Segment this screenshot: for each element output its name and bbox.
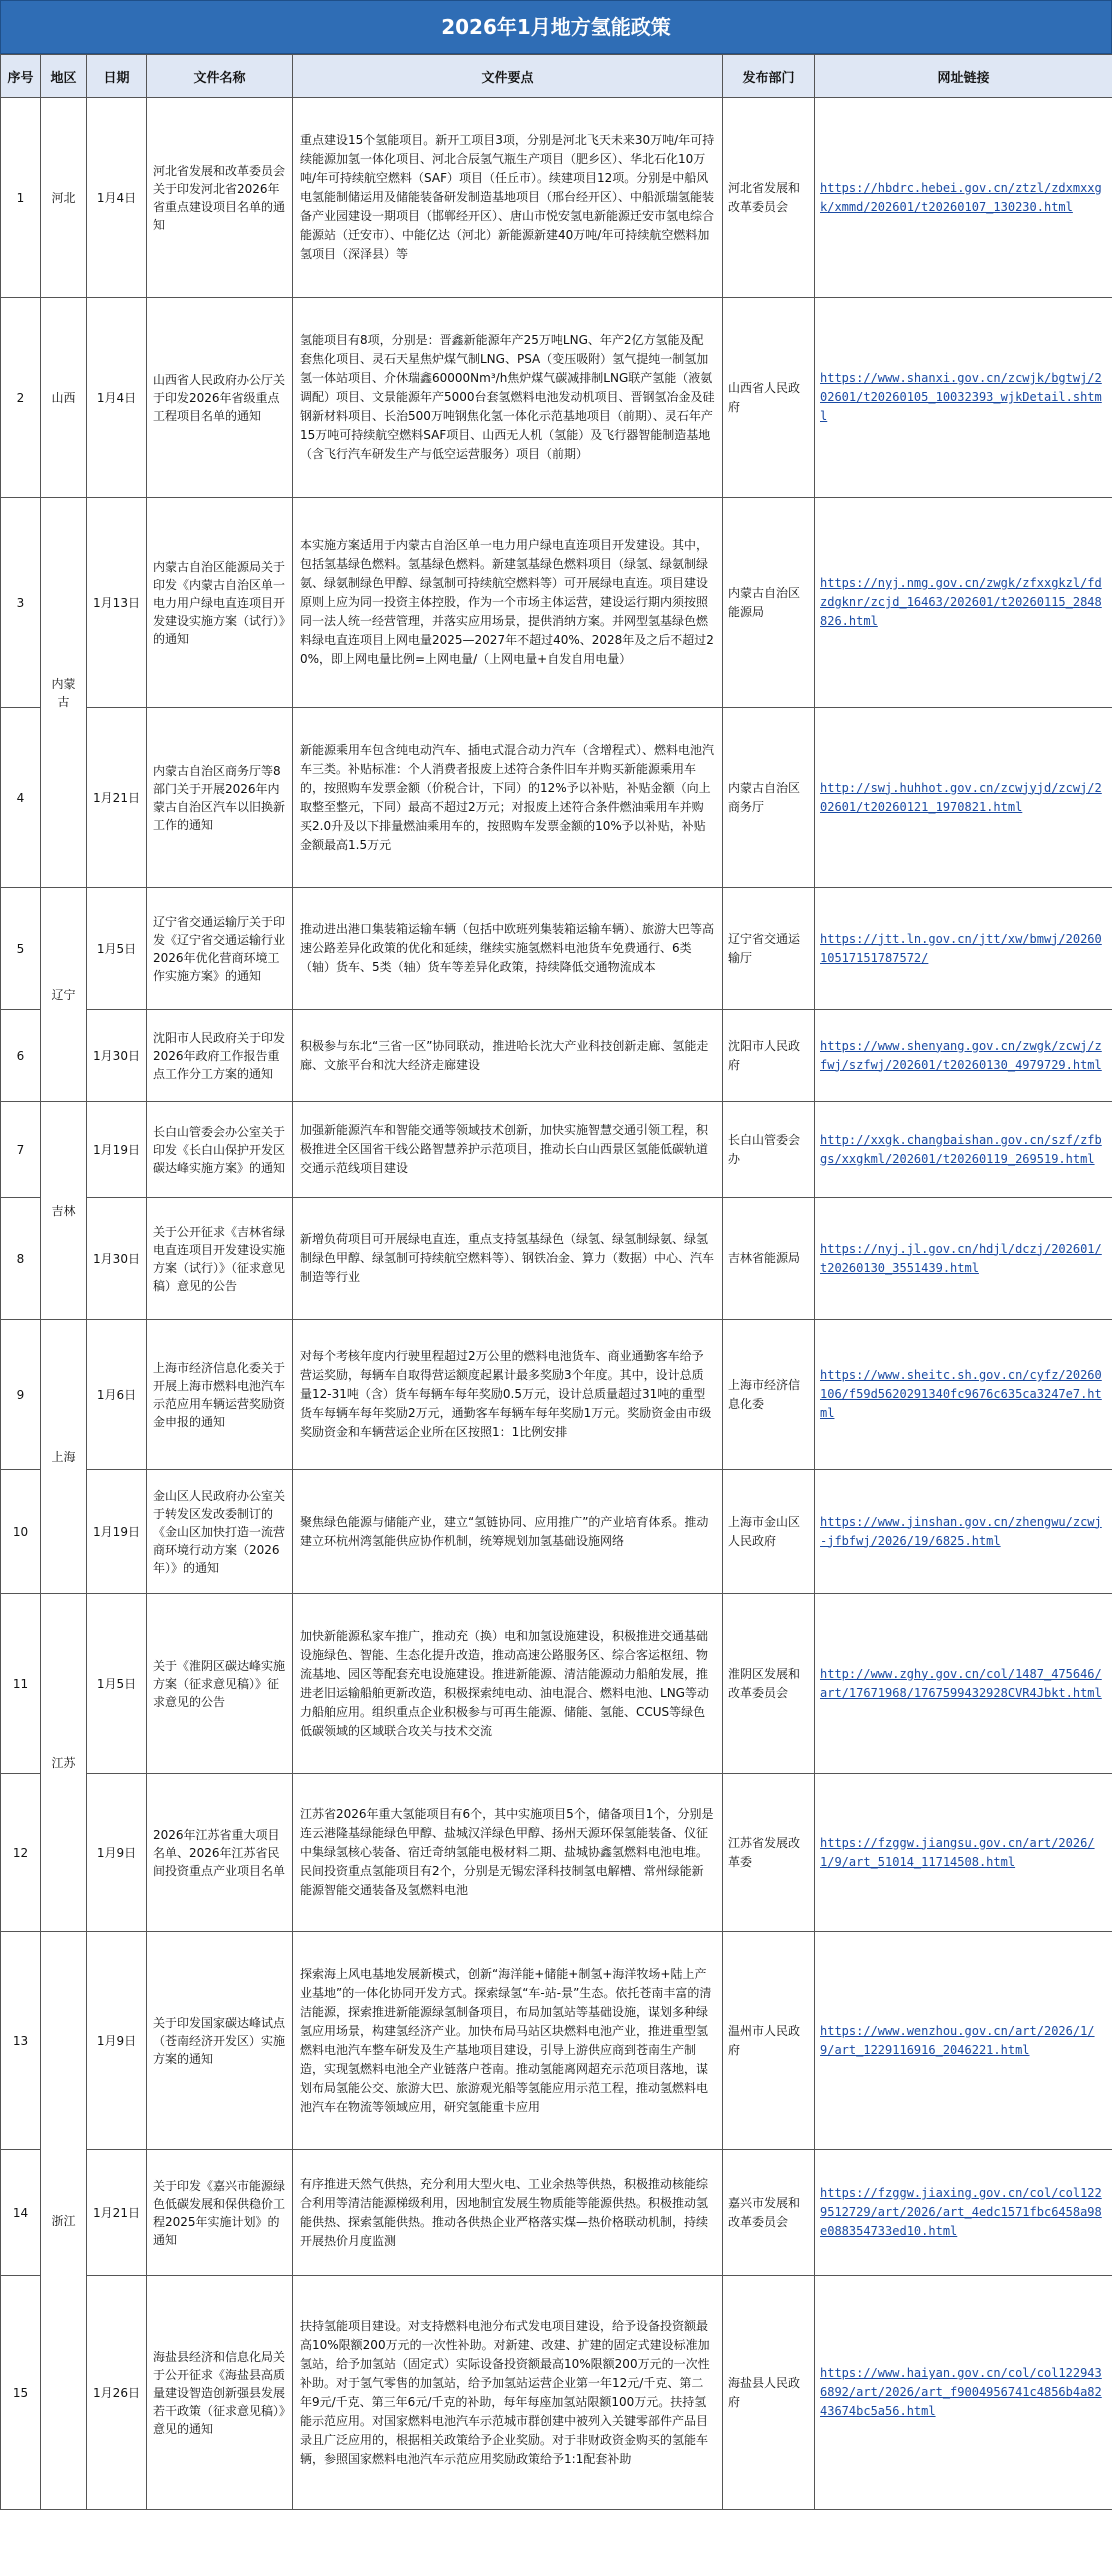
table-row — [1, 1010, 1112, 1102]
date-cell: 1月30日 — [87, 1198, 147, 1320]
row-number: 8 — [1, 1198, 41, 1320]
col-header-summary: 文件要点 — [293, 55, 723, 98]
col-header-no: 序号 — [1, 55, 41, 98]
col-header-url: 网址链接 — [815, 55, 1112, 98]
document-name: 山西省人民政府办公厅关于印发2026年省级重点工程项目名单的通知 — [147, 298, 293, 498]
header-row — [1, 55, 1112, 98]
date-cell: 1月5日 — [87, 888, 147, 1010]
document-summary: 积极参与东北“三省一区”协同联动，推进哈长沈大产业科技创新走廊、氢能走廊、文旅平台和沈大经济走廊建设 — [293, 1010, 723, 1102]
row-number: 9 — [1, 1320, 41, 1470]
url-link[interactable]: https://nyj.nmg.gov.cn/zwgk/zfxxgkzl/fdzdgknr/zcjd_16463/202601/t20260115_2848826.html — [815, 498, 1112, 708]
url-link[interactable]: https://nyj.jl.gov.cn/hdjl/dczj/202601/t20260130_3551439.html — [815, 1198, 1112, 1320]
table-row — [1, 1320, 1112, 1470]
table-row — [1, 98, 1112, 298]
url-link[interactable]: https://www.haiyan.gov.cn/col/col1229436892/art/2026/art_f9004956741c4856b4a8243674bc5a56.html — [815, 2276, 1112, 2510]
document-name: 关于印发国家碳达峰试点（苍南经济开发区）实施方案的通知 — [147, 1932, 293, 2150]
url-link[interactable]: http://xxgk.changbaishan.gov.cn/szf/zfbgs/xxgkml/202601/t20260119_269519.html — [815, 1102, 1112, 1198]
document-summary: 对每个考核年度内行驶里程超过2万公里的燃料电池货车、商业通勤客车给予营运奖励，每辆车自取得营运额度起累计最多奖励3个年度。其中，设计总质量12-31吨（含）货车每辆车每年奖励0.5万元，设计总质量超过31吨的重型货车每辆车每年奖励2万元，通勤客车每辆车每年奖励1万元。奖励资金由市级奖励资金和车辆营运企业所在区按照1：1比例安排 — [293, 1320, 723, 1470]
document-name: 关于印发《嘉兴市能源绿色低碳发展和保供稳价工程2025年实施计划》的通知 — [147, 2150, 293, 2276]
table-row — [1, 498, 1112, 708]
col-header-date: 日期 — [87, 55, 147, 98]
page-title: 2026年1月地方氢能政策 — [0, 0, 1112, 54]
url-link[interactable]: http://www.zghy.gov.cn/col/1487_475646/art/17671968/1767599432928CVR4Jbkt.html — [815, 1594, 1112, 1774]
publisher: 吉林省能源局 — [723, 1198, 815, 1320]
document-name: 河北省发展和改革委员会关于印发河北省2026年省重点建设项目名单的通知 — [147, 98, 293, 298]
document-summary: 聚焦绿色能源与储能产业，建立“氢链协同、应用推广”的产业培育体系。推动建立环杭州湾氢能供应协作机制，统筹规划加氢基础设施网络 — [293, 1470, 723, 1594]
table-row — [1, 888, 1112, 1010]
date-cell: 1月21日 — [87, 2150, 147, 2276]
document-summary: 本实施方案适用于内蒙古自治区单一电力用户绿电直连项目开发建设。其中，包括氢基绿色燃料。氢基绿色燃料。新建氢基绿色燃料项目（绿氢、绿氨制绿氨、绿氨制绿色甲醇、绿氢制可持续航空燃料等）可开展绿电直连。项目建设原则上应为同一投资主体控股，作为一个市场主体运营，建设运行期内须按照同一法人统一经营管理，并落实应用场景，提供消纳方案。并网型氢基绿色燃料绿电直连项目上网电量2025—2027年不超过40%、2028年及之后不超过20%，即上网电量比例=上网电量/（上网电量+自发自用电量） — [293, 498, 723, 708]
publisher: 嘉兴市发展和改革委员会 — [723, 2150, 815, 2276]
date-cell: 1月9日 — [87, 1932, 147, 2150]
publisher: 辽宁省交通运输厅 — [723, 888, 815, 1010]
date-cell: 1月19日 — [87, 1470, 147, 1594]
url-link[interactable]: https://fzggw.jiaxing.gov.cn/col/col1229512729/art/2026/art_4edc1571fbc6458a98e088354733ed10.html — [815, 2150, 1112, 2276]
document-summary: 扶持氢能项目建设。对支持燃料电池分布式发电项目建设，给予设备投资额最高10%限额200万元的一次性补助。对新建、改建、扩建的固定式建设标准加氢站，给予加氢站（固定式）实际设备投资额最高10%限额200万元的一次性补助。对于氢气零售的加氢站，给予加氢站运营企业第一年12元/千克、第二年9元/千克、第三年6元/千克的补助，每年每座加氢站限额100万元。扶持氢能示范应用。对国家燃料电池汽车示范城市群创建中被列入关键零部件产品目录且广泛应用的，根据相关政策给予企业奖励。对于非财政资金购买的氢能车辆，参照国家燃料电池汽车示范应用奖励政策给予1:1配套补助 — [293, 2276, 723, 2510]
row-number: 10 — [1, 1470, 41, 1594]
publisher: 沈阳市人民政府 — [723, 1010, 815, 1102]
table-row — [1, 298, 1112, 498]
document-name: 海盐县经济和信息化局关于公开征求《海盐县高质量建设智造创新强县发展若干政策（征求意见稿）》意见的通知 — [147, 2276, 293, 2510]
table-row — [1, 1932, 1112, 2150]
document-name: 辽宁省交通运输厅关于印发《辽宁省交通运输行业2026年优化营商环境工作实施方案》的通知 — [147, 888, 293, 1010]
table-row — [1, 1594, 1112, 1774]
url-link[interactable]: https://www.sheitc.sh.gov.cn/cyfz/20260106/f59d5620291340fc9676c635ca3247e7.html — [815, 1320, 1112, 1470]
url-link[interactable]: https://fzggw.jiangsu.gov.cn/art/2026/1/9/art_51014_11714508.html — [815, 1774, 1112, 1932]
document-summary: 推动进出港口集装箱运输车辆（包括中欧班列集装箱运输车辆）、旅游大巴等高速公路差异化政策的优化和延续，继续实施氢燃料电池货车免费通行、6类（轴）货车、5类（轴）货车等差异化政策，持续降低交通物流成本 — [293, 888, 723, 1010]
document-summary: 氢能项目有8项，分别是：晋鑫新能源年产25万吨LNG、年产2亿方氢能及配套焦化项目、灵石天星焦炉煤气制LNG、PSA（变压吸附）氢气提纯一制氢加氢一体站项目、介休瑞鑫60000Nm³/h焦炉煤气碳减排制LNG联产氢能（液氨调配）项目、文景能源年产5000台套氢燃料电池发动机项目、晋钢氢冶金及硅钢新材料项目、长治500万吨钢焦化氢一体化示范基地项目（前期）、灵石年产15万吨可持续航空燃料SAF项目、山西无人机（氢能）及飞行器智能制造基地（含飞行汽车研发生产与低空运营服务）项目（前期） — [293, 298, 723, 498]
col-header-name: 文件名称 — [147, 55, 293, 98]
table-row — [1, 1102, 1112, 1198]
url-link[interactable]: https://www.jinshan.gov.cn/zhengwu/zcwj-jfbfwj/2026/19/6825.html — [815, 1470, 1112, 1594]
document-name: 关于《淮阴区碳达峰实施方案（征求意见稿）》征求意见的公告 — [147, 1594, 293, 1774]
url-link[interactable]: http://swj.huhhot.gov.cn/zcwjyjd/zcwj/202601/t20260121_1970821.html — [815, 708, 1112, 888]
date-cell: 1月9日 — [87, 1774, 147, 1932]
publisher: 温州市人民政府 — [723, 1932, 815, 2150]
table-row — [1, 2276, 1112, 2510]
publisher: 河北省发展和改革委员会 — [723, 98, 815, 298]
publisher: 内蒙古自治区能源局 — [723, 498, 815, 708]
date-cell: 1月5日 — [87, 1594, 147, 1774]
region-cell: 浙江 — [41, 1932, 87, 2510]
table-row — [1, 2150, 1112, 2276]
url-link[interactable]: https://www.shanxi.gov.cn/zcwjk/bgtwj/202601/t20260105_10032393_wjkDetail.shtml — [815, 298, 1112, 498]
policy-table — [0, 54, 1112, 2510]
date-cell: 1月21日 — [87, 708, 147, 888]
col-header-dept: 发布部门 — [723, 55, 815, 98]
publisher: 山西省人民政府 — [723, 298, 815, 498]
date-cell: 1月30日 — [87, 1010, 147, 1102]
table-row — [1, 1774, 1112, 1932]
date-cell: 1月26日 — [87, 2276, 147, 2510]
publisher: 上海市金山区人民政府 — [723, 1470, 815, 1594]
document-summary: 有序推进天然气供热，充分利用大型火电、工业余热等供热，积极推动核能综合利用等清洁能源梯级利用，因地制宜发展生物质能等能源供热。积极推动氢能供热、探索氢能供热。推动各供热企业严格落实煤—热价格联动机制，持续开展热价月度监测 — [293, 2150, 723, 2276]
document-summary: 探索海上风电基地发展新模式，创新“海洋能+储能+制氢+海洋牧场+陆上产业基地”的一体化协同开发方式。探索绿氢“车-站-景”生态。依托苍南丰富的清洁能源，探索推进新能源绿氢制备项目，布局加氢站等基础设施，谋划多种绿氢应用场景，构建氢经济产业。加快布局马站区块燃料电池产业，推进重型氢燃料电池汽车整车研发及生产基地项目建设，引导上游供应商到苍南生产制造，实现氢燃料电池全产业链落户苍南。推动氢能离网超充示范项目落地，谋划布局氢能公交、旅游大巴、旅游观光船等氢能应用示范工程，推动氢燃料电池汽车在物流等领域应用，研究氢能重卡应用 — [293, 1932, 723, 2150]
publisher: 淮阴区发展和改革委员会 — [723, 1594, 815, 1774]
publisher: 长白山管委会办 — [723, 1102, 815, 1198]
row-number: 11 — [1, 1594, 41, 1774]
row-number: 15 — [1, 2276, 41, 2510]
date-cell: 1月4日 — [87, 98, 147, 298]
url-link[interactable]: https://www.shenyang.gov.cn/zwgk/zcwj/zfwj/szfwj/202601/t20260130_4979729.html — [815, 1010, 1112, 1102]
region-cell: 河北 — [41, 98, 87, 298]
publisher: 内蒙古自治区商务厅 — [723, 708, 815, 888]
region-cell: 江苏 — [41, 1594, 87, 1932]
document-summary: 重点建设15个氢能项目。新开工项目3项，分别是河北飞天未来30万吨/年可持续能源加氢一体化项目、河北合辰氢气瓶生产项目（肥乡区）、华北石化10万吨/年可持续航空燃料（SAF）项目（任丘市）。续建项目12项。分别是中船风电氢能制储运用及储能装备研发制造基地项目（邢台经开区）、中船派瑞氢能装备产业园建设一期项目（邯郸经开区）、唐山市悦安氢电新能源迁安市氢电综合能源站（迁安市）、中能亿达（河北）新能源新建40万吨/年可持续航空燃料加氢项目（深泽县）等 — [293, 98, 723, 298]
row-number: 13 — [1, 1932, 41, 2150]
row-number: 2 — [1, 298, 41, 498]
document-name: 上海市经济信息化委关于开展上海市燃料电池汽车示范应用车辆运营奖励资金申报的通知 — [147, 1320, 293, 1470]
document-summary: 江苏省2026年重大氢能项目有6个，其中实施项目5个，储备项目1个，分别是连云港隆基绿能绿色甲醇、盐城汉洋绿色甲醇、扬州天源环保氢能装备、仪征中集绿氢核心装备、宿迁奇纳氢能电极材料二期、盐城协鑫氢燃料电池电堆。民间投资重点氢能项目有2个，分别是无锡宏泽科技制氢电解槽、常州绿能新能源智能交通装备及氢燃料电池 — [293, 1774, 723, 1932]
row-number: 4 — [1, 708, 41, 888]
region-cell: 辽宁 — [41, 888, 87, 1102]
publisher: 上海市经济信息化委 — [723, 1320, 815, 1470]
date-cell: 1月19日 — [87, 1102, 147, 1198]
publisher: 海盐县人民政府 — [723, 2276, 815, 2510]
row-number: 12 — [1, 1774, 41, 1932]
row-number: 6 — [1, 1010, 41, 1102]
region-cell: 内蒙古 — [41, 498, 87, 888]
row-number: 14 — [1, 2150, 41, 2276]
document-name: 2026年江苏省重大项目名单、2026年江苏省民间投资重点产业项目名单 — [147, 1774, 293, 1932]
document-name: 内蒙古自治区商务厅等8部门关于开展2026年内蒙古自治区汽车以旧换新工作的通知 — [147, 708, 293, 888]
table-row — [1, 1470, 1112, 1594]
document-name: 关于公开征求《吉林省绿电直连项目开发建设实施方案（试行）》（征求意见稿）意见的公告 — [147, 1198, 293, 1320]
table-row — [1, 1198, 1112, 1320]
url-link[interactable]: https://hbdrc.hebei.gov.cn/ztzl/zdxmxxgk/xmmd/202601/t20260107_130230.html — [815, 98, 1112, 298]
publisher: 江苏省发展改革委 — [723, 1774, 815, 1932]
region-cell: 上海 — [41, 1320, 87, 1594]
col-header-region: 地区 — [41, 55, 87, 98]
region-cell: 山西 — [41, 298, 87, 498]
row-number: 7 — [1, 1102, 41, 1198]
url-link[interactable]: https://jtt.ln.gov.cn/jtt/xw/bmwj/2026010517151787572/ — [815, 888, 1112, 1010]
document-summary: 新能源乘用车包含纯电动汽车、插电式混合动力汽车（含增程式）、燃料电池汽车三类。补贴标准：个人消费者报废上述符合条件旧车并购买新能源乘用车的，按照购车发票金额（价税合计，下同）的12%予以补贴，补贴金额（向上取整至整元，下同）最高不超过2万元；对报废上述符合条件燃油乘用车并购买2.0升及以下排量燃油乘用车的，按照购车发票金额的10%予以补贴，补贴金额最高1.5万元 — [293, 708, 723, 888]
date-cell: 1月4日 — [87, 298, 147, 498]
document-name: 沈阳市人民政府关于印发2026年政府工作报告重点工作分工方案的通知 — [147, 1010, 293, 1102]
document-name: 长白山管委会办公室关于印发《长白山保护开发区碳达峰实施方案》的通知 — [147, 1102, 293, 1198]
row-number: 3 — [1, 498, 41, 708]
url-link[interactable]: https://www.wenzhou.gov.cn/art/2026/1/9/art_1229116916_2046221.html — [815, 1932, 1112, 2150]
region-cell: 吉林 — [41, 1102, 87, 1320]
table-row — [1, 708, 1112, 888]
document-summary: 新增负荷项目可开展绿电直连，重点支持氢基绿色（绿氢、绿氢制绿氨、绿氢制绿色甲醇、绿氢制可持续航空燃料等）、钢铁冶金、算力（数据）中心、汽车制造等行业 — [293, 1198, 723, 1320]
row-number: 1 — [1, 98, 41, 298]
row-number: 5 — [1, 888, 41, 1010]
document-name: 内蒙古自治区能源局关于印发《内蒙古自治区单一电力用户绿电直连项目开发建设实施方案（试行）》的通知 — [147, 498, 293, 708]
document-summary: 加强新能源汽车和智能交通等领域技术创新，加快实施智慧交通引领工程，积极推进全区国省干线公路智慧养护示范项目，推动长白山西景区氢能低碳轨道交通示范线项目建设 — [293, 1102, 723, 1198]
document-name: 金山区人民政府办公室关于转发区发改委制订的《金山区加快打造一流营商环境行动方案（2026年）》的通知 — [147, 1470, 293, 1594]
date-cell: 1月13日 — [87, 498, 147, 708]
date-cell: 1月6日 — [87, 1320, 147, 1470]
document-summary: 加快新能源私家车推广，推动充（换）电和加氢设施建设，积极推进交通基础设施绿色、智能、生态化提升改造，推动高速公路服务区、综合客运枢纽、物流基地、园区等配套充电设施建设。推进新能源、清洁能源动力船舶发展，推进老旧运输船舶更新改造，积极探索纯电动、油电混合、燃料电池、LNG等动力船舶应用。组织重点企业积极参与可再生能源、储能、氢能、CCUS等绿色低碳领域的区域联合攻关与技术交流 — [293, 1594, 723, 1774]
